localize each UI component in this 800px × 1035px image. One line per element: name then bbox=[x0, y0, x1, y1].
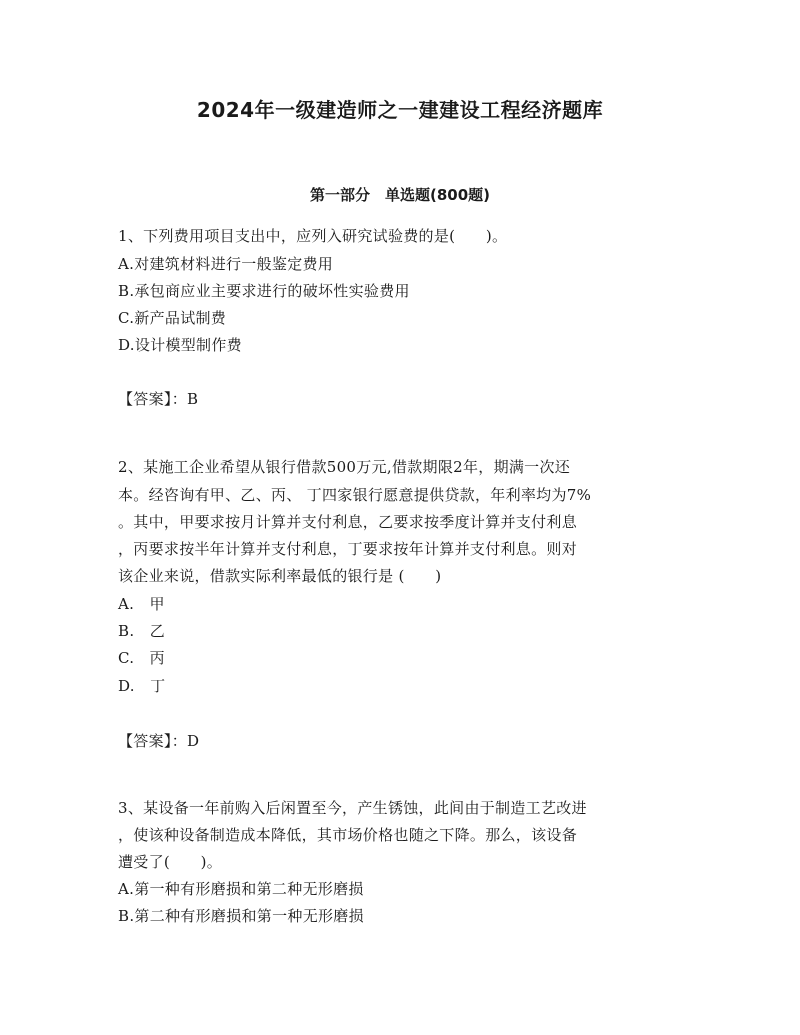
question-2-stem-line-4: ，丙要求按半年计算并支付利息，丁要求按年计算并支付利息。则对 bbox=[118, 540, 578, 558]
question-1-option-d: D.设计模型制作费 bbox=[118, 336, 242, 354]
question-2-stem-line-2: 本。经咨询有甲、乙、丙、 丁四家银行愿意提供贷款，年利率均为7% bbox=[118, 486, 592, 504]
question-3-option-a: A.第一种有形磨损和第二种无形磨损 bbox=[118, 880, 364, 898]
question-1-stem: 1、下列费用项目支出中，应列入研究试验费的是( )。 bbox=[118, 227, 508, 245]
question-2-option-d: D. 丁 bbox=[118, 677, 166, 695]
question-2-stem-line-5: 该企业来说，借款实际利率最低的银行是 ( ) bbox=[118, 567, 442, 585]
question-2-stem-line-1: 2、某施工企业希望从银行借款500万元,借款期限2年，期满一次还 bbox=[118, 458, 571, 476]
question-1-option-c: C.新产品试制费 bbox=[118, 309, 227, 327]
section-heading: 第一部分 单选题(800题) bbox=[309, 186, 491, 204]
document-title: 2024年一级建造师之一建建设工程经济题库 bbox=[196, 98, 604, 122]
question-3-stem-line-2: ，使该种设备制造成本降低，其市场价格也随之下降。那么，该设备 bbox=[118, 826, 578, 844]
question-2-option-c: C. 丙 bbox=[118, 649, 165, 667]
question-3-stem-line-3: 遭受了( )。 bbox=[118, 853, 223, 871]
question-2-option-a: A. 甲 bbox=[118, 595, 165, 613]
question-2-option-b: B. 乙 bbox=[118, 622, 165, 640]
question-2-answer: 【答案】：D bbox=[118, 732, 200, 750]
question-2-stem-line-3: 。其中，甲要求按月计算并支付利息，乙要求按季度计算并支付利息 bbox=[118, 513, 578, 531]
question-3-option-b: B.第二种有形磨损和第一种无形磨损 bbox=[118, 907, 364, 925]
question-1-answer: 【答案】：B bbox=[118, 390, 199, 408]
question-1-option-b: B.承包商应业主要求进行的破坏性实验费用 bbox=[118, 282, 410, 300]
question-3-stem-line-1: 3、某设备一年前购入后闲置至今，产生锈蚀，此间由于制造工艺改进 bbox=[118, 799, 587, 817]
question-1-option-a: A.对建筑材料进行一般鉴定费用 bbox=[118, 255, 334, 273]
